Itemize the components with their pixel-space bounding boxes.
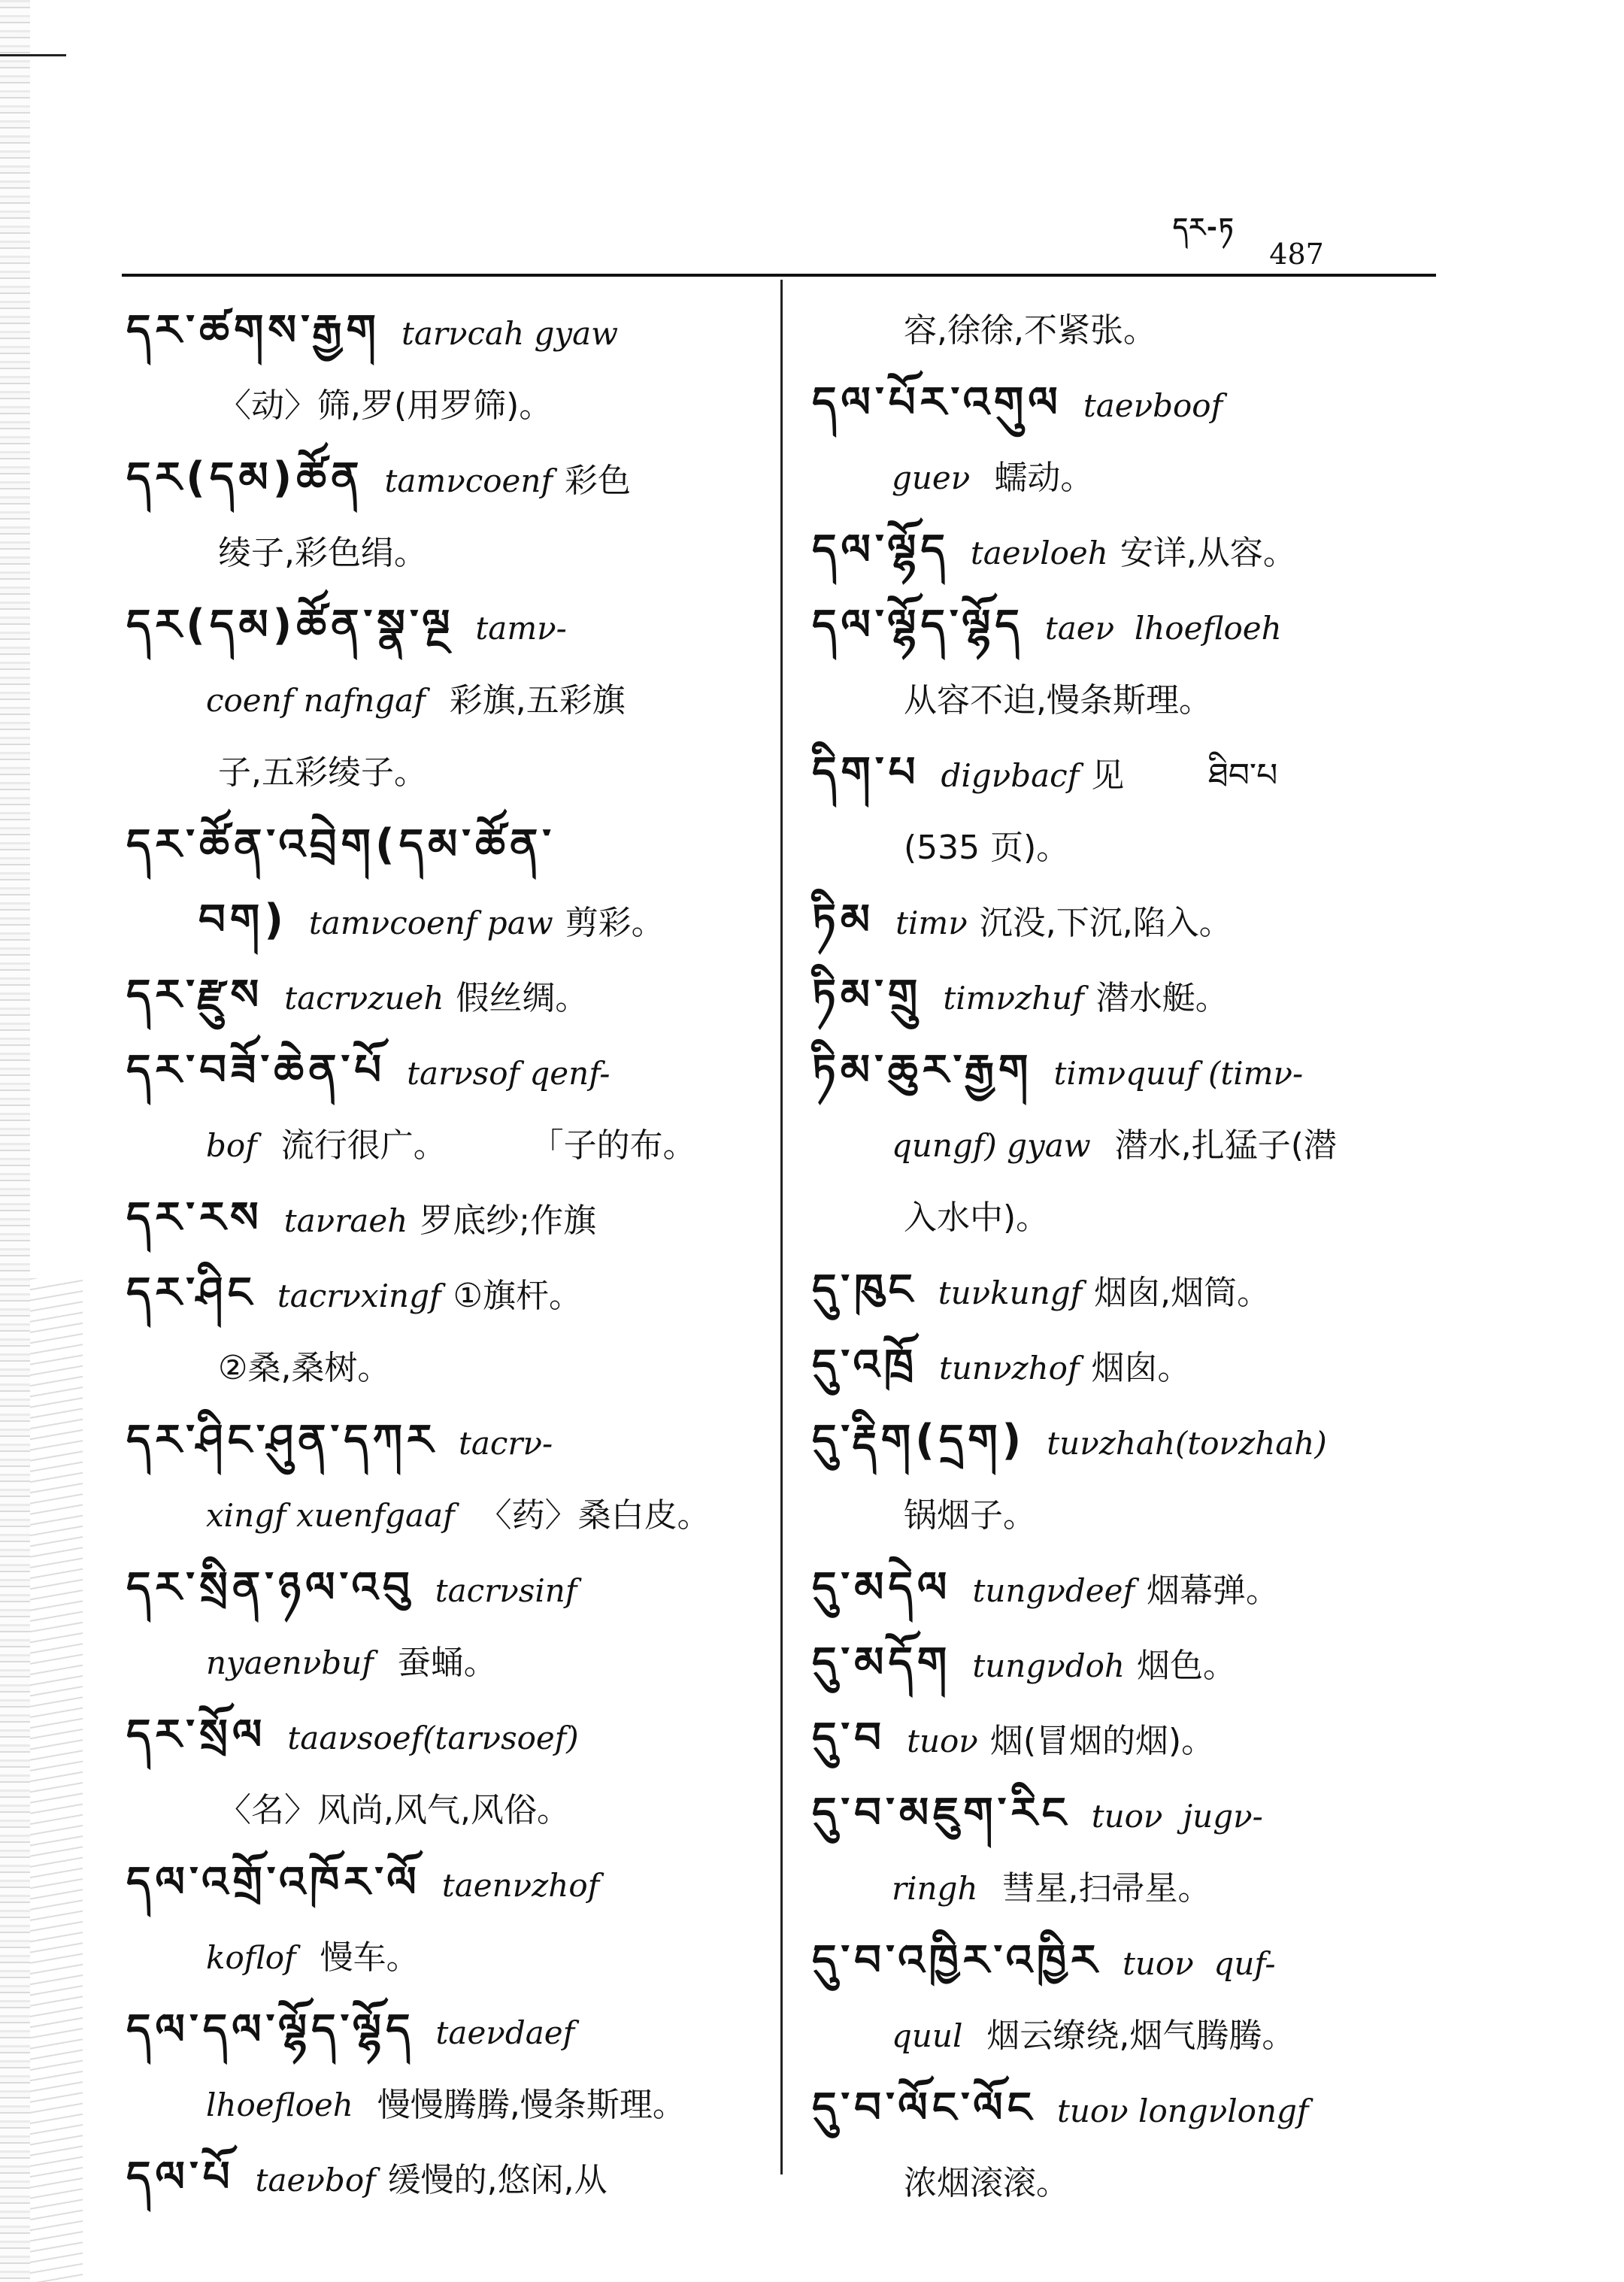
entry-line [126,884,765,959]
romanization: tacrνsinf [435,1572,577,1609]
gloss: 安详,从容。 [1120,534,1296,572]
tibetan-headword: དལ་འགྲོ་འཁོར་ལོ [126,1858,421,1907]
tibetan-headword: དུ་འཁྲོ [812,1341,918,1390]
entry-line [812,1182,1451,1254]
gloss: 容,徐徐,不紧张。 [904,311,1156,350]
tibetan-headword: དར་ཤིང་ཤུན་དཀར [126,1416,438,1465]
entry-line [812,884,1451,959]
entry-line [812,367,1451,442]
gloss: 彗星,扫帚星。 [1001,1869,1211,1908]
romanization: timνzhuf [943,980,1084,1017]
romanization: timνquuf (timν- [1053,1055,1304,1092]
tibetan-headword: དལ་ལྷོད [812,526,950,574]
romanization: koflof [206,1939,296,1976]
gloss: 绫子,彩色绢。 [218,534,427,572]
gloss: 剪彩。 [565,904,665,942]
romanization: ringh [892,1870,978,1907]
entry-line [812,514,1451,589]
tibetan-headword: དར(དམ)ཚོན་སྣ་ལྔ [126,601,455,650]
tibetan-headword: དལ་ལྷོད་ལྷོད [812,601,1024,650]
tibetan-headword: དལ་པོར་འགུལ [812,378,1062,427]
gloss: 从容不迫,慢条斯理。 [904,681,1212,720]
entry-line [126,1405,765,1480]
entry-line [126,2069,765,2141]
entry-line [126,295,765,370]
entry-line [812,1552,1451,1627]
tibetan-headword: དུ་བ་ལོང་ལོང [812,2083,1036,2132]
romanization: taνraeh [283,1202,408,1239]
entry-line [126,1847,765,1922]
romanization: tarνsof qenf- [407,1055,611,1092]
entry-line [126,665,765,737]
entry-line [126,2141,765,2217]
entry-line [126,1994,765,2069]
romanization: taeνbof [255,2162,376,2199]
romanization: taaνsoef(tarνsoef) [287,1720,579,1756]
entry-line [126,1774,765,1847]
gloss: (535 页)。 [904,829,1070,867]
romanization: tungνdeef [972,1572,1135,1609]
entry-line [812,442,1451,514]
romanization: taenνzhof [441,1867,600,1904]
gloss: 彩色 [565,462,632,500]
header-code: དར-ཏ [1173,213,1235,243]
gloss: 〈药〉桑白皮。 [478,1496,710,1535]
romanization: tuoν [907,1723,978,1759]
entry-line [812,1254,1451,1329]
entry-line [812,812,1451,884]
gloss: 罗底纱;作旗 [420,1202,597,1240]
gloss: 入水中)。 [904,1199,1050,1237]
entry-line [812,1627,1451,1702]
gloss: 烟云缭绕,烟气腾腾。 [986,2017,1295,2055]
romanization: tamνcoenf paw [308,905,553,941]
entry-line [126,1035,765,1110]
tibetan-headword: དུ་ཁུང [812,1265,917,1314]
tibetan-headword: དར་རྫུས [126,971,264,1020]
column-divider [780,280,783,2174]
gloss: 〈动〉筛,罗(用罗筛)。 [218,386,553,425]
entry-line [126,737,765,809]
tibetan-headword: དར་སྲོལ [126,1711,267,1759]
entry-line [126,1257,765,1332]
entry-line [126,1699,765,1774]
entry-line [812,737,1451,812]
tibetan-headword: དིག་པ [812,748,920,797]
romanization: taeνboof [1083,387,1223,424]
entry-line [812,1329,1451,1405]
entry-line [812,1702,1451,1777]
gloss: 潜水,扎猛子(潜 [1114,1126,1337,1165]
entry-line [812,1405,1451,1480]
gloss: 慢车。 [320,1938,420,1977]
entry-line [126,442,765,517]
romanization: taeνloeh [970,535,1108,571]
entry-line [812,295,1451,367]
romanization: tuoν quf- [1122,1945,1276,1982]
entry-line [126,370,765,442]
gloss: ②桑,桑树。 [218,1349,391,1387]
tibetan-headword: དར་ཚགས་རྒྱག [126,306,380,355]
entry-line [126,959,765,1035]
tibetan-headword: དར་ཚོན་འབྲེག(དམ་ཚོན་ [126,820,556,869]
entry-line [126,1110,765,1182]
tibetan-headword: ཏིམ་ཆུར་རྒྱག [812,1046,1033,1095]
romanization: qungf) gyaw [892,1127,1091,1164]
romanization: coenf nafngaf [206,682,426,719]
entry-line [812,1925,1451,2000]
gloss: 烟囱,烟筒。 [1094,1274,1271,1312]
tibetan-headword: དུ་བ་འཁྱིར་འཁྱིར [812,1936,1101,1985]
romanization: lhoefloeh [206,2087,353,2123]
gloss: 缓慢的,悠闲,从 [387,2161,607,2199]
romanization: tacrνzueh [284,980,444,1017]
romanization: tuνkungf [938,1274,1083,1311]
tibetan-headword: དུ་བ་མཇུག་རིང [812,1789,1071,1838]
gloss: 彩旗,五彩旗 [449,681,626,720]
tibetan-headword: དལ་དལ་ལྷོད་ལྷོད [126,2005,415,2054]
romanization: gueν [892,459,971,496]
left-column [126,295,765,2217]
entry-line [812,589,1451,665]
scan-edge-shadow [30,1278,83,2282]
gloss: 烟幕弹。 [1147,1571,1280,1610]
gloss: 慢慢腾腾,慢条斯理。 [377,2086,686,2124]
entry-line [812,1480,1451,1552]
gloss: ①旗杆。 [453,1277,582,1315]
tibetan-headword: ཏིམ [812,896,875,944]
romanization: quul [892,2017,963,2054]
entry-line [812,1110,1451,1182]
tibetan-headword: དར(དམ)ཚོན [126,453,364,502]
gloss: 潜水艇。 [1095,979,1229,1017]
romanization: bof [206,1127,257,1164]
tibetan-headword: དུ་བ [812,1714,886,1762]
entry-line [812,2072,1451,2147]
romanization: tuoν longνlongf [1056,2093,1309,2129]
entry-line [126,809,765,884]
romanization: tacrν- [458,1425,553,1462]
romanization: tungνdoh [972,1647,1125,1684]
tibetan-headword: དུ་རྡིག(དྲག) [812,1416,1026,1465]
entry-line [126,517,765,589]
romanization: timν [895,905,968,941]
romanization: tuνzhah(toνzhah) [1047,1425,1327,1462]
romanization: tuoν jugν- [1091,1798,1263,1835]
tibetan-headword: ཏིམ་གྲུ [812,971,923,1020]
gloss: 烟(冒烟的烟)。 [989,1722,1215,1760]
romanization: tarνcah gyaw [401,315,619,352]
entry-line [812,1777,1451,1853]
page-header [1173,213,1459,271]
entry-line [126,589,765,665]
tibetan-headword: དར་ཤིང [126,1268,256,1317]
entry-line [126,1552,765,1627]
entry-line [126,1182,765,1257]
tibetan-headword: དར་རས [126,1193,263,1242]
tibetan-headword: བག) [198,896,288,944]
gloss: 烟色。 [1136,1647,1236,1685]
tibetan-headword: དར་བཟོ་ཆེན་པོ [126,1046,386,1095]
entry-line [812,959,1451,1035]
romanization: tunνzhof [938,1350,1080,1386]
tibetan-headword: དལ་པོ [126,2153,235,2202]
romanization: tamνcoenf [384,462,553,499]
entry-line [812,1035,1451,1110]
entry-line [126,1332,765,1405]
romanization: taeνdaef [435,2014,575,2051]
romanization: tacrνxingf [277,1277,441,1314]
gloss: 流行很广。 「子的布。 [280,1126,696,1165]
romanization: digνbacf [941,757,1080,794]
gloss: 烟囱。 [1091,1349,1191,1387]
entry-line [812,665,1451,737]
romanization: xingf xuenfgaaf [206,1497,455,1534]
gloss: 子,五彩绫子。 [218,753,427,792]
tibetan-headword: དུ་མདེལ [812,1563,952,1612]
entry-line [812,2147,1451,2220]
page-number: 487 [1269,238,1324,271]
gloss: 浓烟滚滚。 [904,2164,1069,2202]
gloss: 见 ཐིབ་པ [1091,756,1278,795]
tibetan-headword: དུ་མདོག [812,1638,952,1687]
right-column [812,295,1451,2220]
entry-line [812,2000,1451,2072]
romanization: tamν- [475,610,567,647]
entry-line [126,1922,765,1994]
entry-line [812,1853,1451,1925]
scan-edge [0,0,30,2282]
romanization: nyaenνbuf [206,1644,374,1681]
entry-line [126,1627,765,1699]
header-rule [122,274,1436,277]
gloss: 沉没,下沉,陷入。 [979,904,1232,942]
gloss: 蚕蛹。 [397,1644,497,1682]
romanization: taeν lhoefloeh [1044,610,1282,647]
gloss: 〈名〉风尚,风气,风俗。 [218,1791,570,1829]
corner-mark [0,54,66,56]
gloss: 蠕动。 [994,459,1094,497]
gloss: 锅烟子。 [904,1496,1036,1535]
gloss: 假丝绸。 [456,979,589,1017]
tibetan-headword: དར་སྲིན་ཉལ་འབུ [126,1563,414,1612]
entry-line [126,1480,765,1552]
